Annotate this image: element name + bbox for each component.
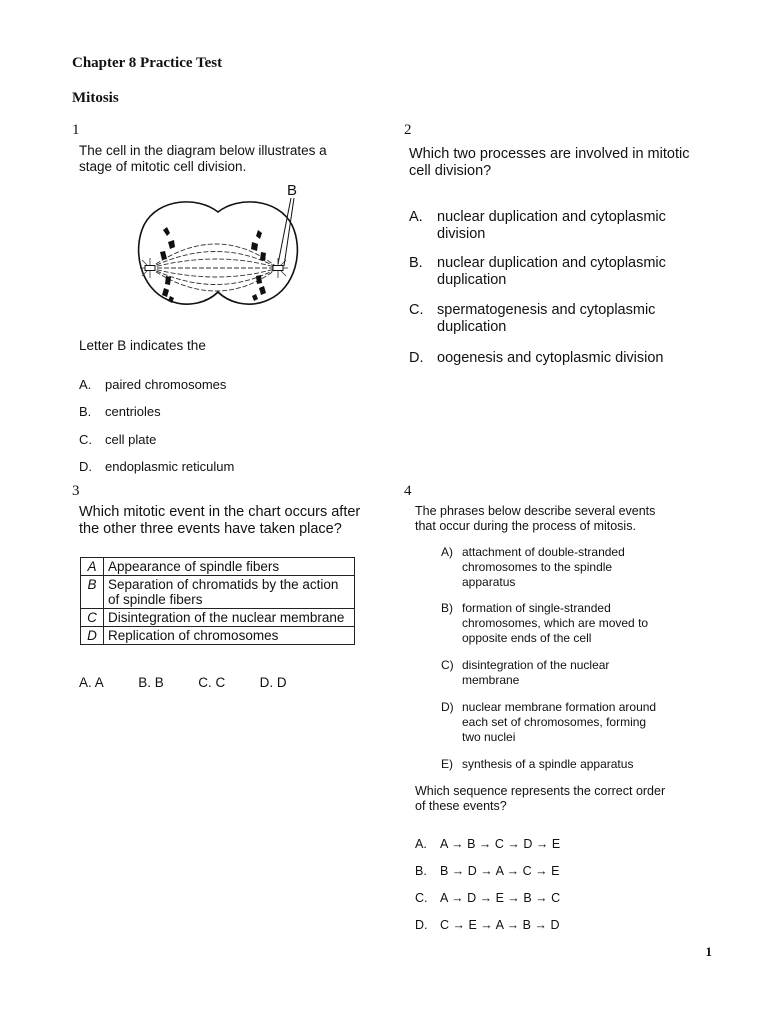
question-2-number: 2 bbox=[404, 122, 412, 138]
chart-row-key: C bbox=[81, 609, 104, 627]
question-1-prompt: Letter B indicates the bbox=[79, 338, 206, 353]
chart-row bbox=[81, 609, 355, 627]
question-3-stem: Which mitotic event in the chart occurs after the other three events have taken place? bbox=[79, 504, 361, 537]
q1-option-a[interactable]: A. paired chromosomes bbox=[79, 377, 227, 392]
chart-row-key: A bbox=[81, 558, 104, 576]
chart-row-key: D bbox=[81, 627, 104, 645]
chart-row-key: B bbox=[81, 576, 104, 609]
q4-option-c[interactable]: C. A → D → E → B → C bbox=[415, 891, 561, 905]
q1-option-b[interactable]: B. centrioles bbox=[79, 404, 161, 419]
q3-option-b[interactable]: B. B bbox=[138, 675, 164, 690]
chart-row bbox=[81, 576, 355, 609]
chart-row-text: Disintegration of the nuclear membrane bbox=[104, 609, 355, 627]
q4-event-e: E) synthesis of a spindle apparatus bbox=[441, 757, 634, 771]
section-heading: Mitosis bbox=[72, 90, 119, 106]
question-4-prompt: Which sequence represents the correct order of these events? bbox=[415, 784, 666, 813]
chart-row bbox=[81, 627, 355, 645]
question-4-stem: The phrases below describe several events that occur during the process of mitosis. bbox=[415, 504, 656, 533]
q4-event-c: C) disintegration of the nuclear membrane bbox=[441, 658, 610, 687]
q4-option-a[interactable]: A. A → B → C → D → E bbox=[415, 837, 561, 851]
q4-event-b: B) formation of single-stranded chromosomes, which are moved to opposite ends of the cell bbox=[441, 601, 649, 645]
chart-row-text: Separation of chromatids by the action of spindle fibers bbox=[104, 576, 355, 609]
cell-diagram-svg bbox=[128, 180, 308, 320]
page-title: Chapter 8 Practice Test bbox=[72, 55, 223, 71]
chart-row-text: Replication of chromosomes bbox=[104, 627, 355, 645]
q2-option-a[interactable]: A. nuclear duplication and cytoplasmic division bbox=[409, 209, 666, 242]
q3-options bbox=[79, 674, 317, 692]
chart-row bbox=[81, 558, 355, 576]
diagram-label-b: B bbox=[287, 182, 298, 199]
q1-option-d[interactable]: D. endoplasmic reticulum bbox=[79, 459, 235, 474]
q2-option-d[interactable]: D. oogenesis and cytoplasmic division bbox=[409, 350, 664, 366]
q3-option-d[interactable]: D. D bbox=[259, 675, 287, 690]
q4-event-d: D) nuclear membrane formation around each set of chromosomes, forming two nuclei bbox=[441, 700, 657, 744]
mitosis-cell-diagram bbox=[128, 180, 308, 325]
events-chart bbox=[80, 557, 355, 645]
q4-option-d[interactable]: D. C → E → A → B → D bbox=[415, 918, 560, 932]
q2-option-b[interactable]: B. nuclear duplication and cytoplasmic duplication bbox=[409, 255, 666, 288]
q3-option-c[interactable]: C. C bbox=[198, 675, 226, 690]
q3-option-a[interactable]: A. A bbox=[79, 675, 104, 690]
q4-event-a: A) attachment of double-stranded chromosomes to the spindle apparatus bbox=[441, 545, 625, 589]
q4-option-b[interactable]: B. B → D → A → C → E bbox=[415, 864, 560, 878]
question-4-number: 4 bbox=[404, 483, 412, 499]
q1-option-c[interactable]: C. cell plate bbox=[79, 432, 157, 447]
q2-option-c[interactable]: C. spermatogenesis and cytoplasmic duplication bbox=[409, 302, 656, 335]
question-2-stem: Which two processes are involved in mitotic cell division? bbox=[409, 146, 690, 179]
question-1-number: 1 bbox=[72, 122, 80, 138]
question-1-stem: The cell in the diagram below illustrates a stage of mitotic cell division. bbox=[79, 143, 327, 174]
question-3-number: 3 bbox=[72, 483, 80, 499]
page-number: 1 bbox=[705, 944, 712, 959]
chart-row-text: Appearance of spindle fibers bbox=[104, 558, 355, 576]
